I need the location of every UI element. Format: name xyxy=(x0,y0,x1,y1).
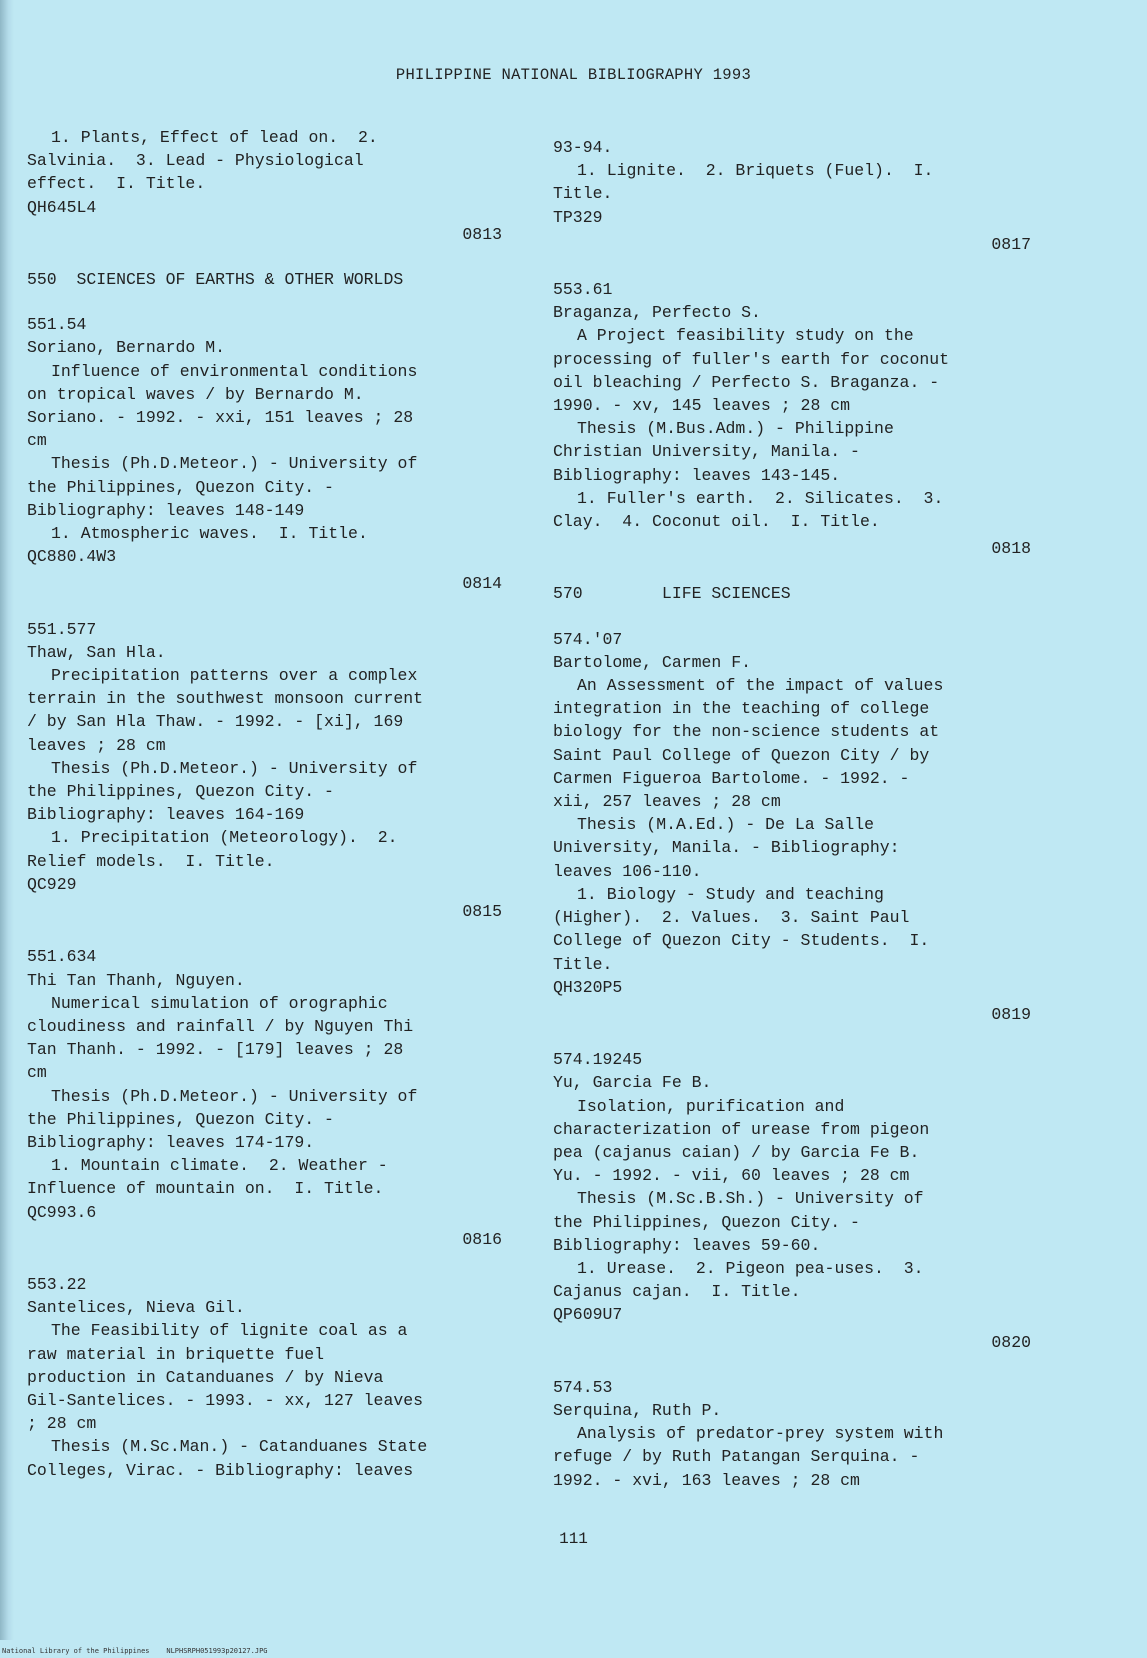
entry-line: A Project feasibility study on the xyxy=(577,326,914,346)
entry-line: 1. Atmospheric waves. I. Title. xyxy=(51,524,368,544)
entry-spacer xyxy=(27,291,502,313)
entry-line: Braganza, Perfecto S. xyxy=(553,303,761,323)
entry-spacer xyxy=(27,246,502,268)
entry-line: 1992. - xvi, 163 leaves ; 28 cm xyxy=(553,1470,860,1490)
entry-line: Isolation, purification and xyxy=(577,1096,845,1116)
entry-line: 1. Lignite. 2. Briquets (Fuel). I. xyxy=(577,161,934,181)
entry-line: QC993.6 xyxy=(27,1202,97,1222)
entry-line: Tan Thanh. - 1992. - [179] leaves ; 28 xyxy=(27,1040,404,1060)
entry-line: / by San Hla Thaw. - 1992. - [xi], 169 xyxy=(27,712,404,732)
entry-spacer xyxy=(553,1026,1031,1048)
entry-line: terrain in the southwest monsoon current xyxy=(27,689,424,709)
entry-line: Bibliography: leaves 148-149 xyxy=(27,500,305,520)
bibliography-entry xyxy=(27,313,502,595)
entry-line: Bibliography: leaves 59-60. xyxy=(553,1235,821,1255)
entry-line: Analysis of predator-prey system with xyxy=(577,1424,944,1444)
entry-spacer xyxy=(553,606,1031,628)
bibliography-entry xyxy=(553,628,1031,1026)
entry-line: Gil-Santelices. - 1993. - xx, 127 leaves xyxy=(27,1390,424,1410)
entry-line: the Philippines, Quezon City. - xyxy=(27,477,334,497)
section-heading-block xyxy=(553,582,1031,605)
entry-line: cm xyxy=(27,1063,47,1083)
entry-line: Soriano. - 1992. - xxi, 151 leaves ; 28 xyxy=(27,408,414,428)
entry-line: Thaw, San Hla. xyxy=(27,642,166,662)
entry-line: cloudiness and rainfall / by Nguyen Thi xyxy=(27,1016,414,1036)
bibliography-entry xyxy=(553,1048,1031,1354)
entry-line: leaves 106-110. xyxy=(553,861,702,881)
entry-spacer xyxy=(27,1482,502,1504)
entry-number: 0813 xyxy=(462,224,502,244)
left-column xyxy=(27,126,502,1504)
page-scan-edge xyxy=(0,0,14,1640)
entry-spacer xyxy=(27,1251,502,1273)
entry-line: characterization of urease from pigeon xyxy=(553,1119,930,1139)
entry-line: Thesis (M.Sc.B.Sh.) - University of xyxy=(577,1189,924,1209)
entry-line: pea (cajanus caian) / by Garcia Fe B. xyxy=(553,1142,920,1162)
entry-number: 0818 xyxy=(991,539,1031,559)
entry-line: Title. xyxy=(553,184,613,204)
entry-line: effect. I. Title. xyxy=(27,174,206,194)
entry-line: Bartolome, Carmen F. xyxy=(553,652,752,672)
entry-line: Carmen Figueroa Bartolome. - 1992. - xyxy=(553,768,910,788)
entry-line: Thesis (Ph.D.Meteor.) - University of xyxy=(51,454,418,474)
entry-line: 551.577 xyxy=(27,619,97,639)
entry-line: Influence of mountain on. I. Title. xyxy=(27,1179,384,1199)
entry-number: 0817 xyxy=(991,234,1031,254)
entry-line: Clay. 4. Coconut oil. I. Title. xyxy=(553,512,880,532)
entry-line: the Philippines, Quezon City. - xyxy=(27,1109,334,1129)
page-header: PHILIPPINE NATIONAL BIBLIOGRAPHY 1993 xyxy=(395,66,752,84)
entry-number: 0815 xyxy=(462,902,502,922)
entry-number: 0816 xyxy=(462,1229,502,1249)
entry-line: production in Catanduanes / by Nieva xyxy=(27,1367,384,1387)
entry-line: 1. Urease. 2. Pigeon pea-uses. 3. xyxy=(577,1258,924,1278)
entry-spacer xyxy=(553,1354,1031,1376)
entry-line: processing of fuller's earth for coconut xyxy=(553,349,950,369)
entry-line: TP329 xyxy=(553,207,603,227)
entry-line: Precipitation patterns over a complex xyxy=(51,666,418,686)
entry-line: Serquina, Ruth P. xyxy=(553,1400,722,1420)
entry-line: 574.53 xyxy=(553,1377,613,1397)
entry-line: 553.61 xyxy=(553,280,613,300)
entry-line: Saint Paul College of Quezon City / by xyxy=(553,745,930,765)
entry-line: QC880.4W3 xyxy=(27,547,117,567)
entry-line: Bibliography: leaves 164-169 xyxy=(27,805,305,825)
entry-line: leaves ; 28 cm xyxy=(27,735,166,755)
entry-line: 551.634 xyxy=(27,947,97,967)
entry-line: QH320P5 xyxy=(553,977,623,997)
entry-line: Bibliography: leaves 143-145. xyxy=(553,465,841,485)
section-heading-block xyxy=(27,268,502,291)
entry-line: QC929 xyxy=(27,874,77,894)
entry-line: 93-94. xyxy=(553,138,613,157)
entry-line: integration in the teaching of college xyxy=(553,699,930,719)
section-heading: 550 SCIENCES OF EARTHS & OTHER WORLDS xyxy=(27,270,404,290)
entry-number: 0820 xyxy=(991,1332,1031,1352)
entry-line: Salvinia. 3. Lead - Physiological xyxy=(27,151,364,171)
entry-line: Thi Tan Thanh, Nguyen. xyxy=(27,970,245,990)
entry-line: Thesis (M.A.Ed.) - De La Salle xyxy=(577,815,875,835)
entry-spacer xyxy=(553,1492,1031,1514)
entry-line: 553.22 xyxy=(27,1274,87,1294)
page-number: 111 xyxy=(559,1530,588,1548)
entry-line: College of Quezon City - Students. I. xyxy=(553,931,930,951)
entry-line: University, Manila. - Bibliography: xyxy=(553,838,900,858)
entry-line: refuge / by Ruth Patangan Serquina. - xyxy=(553,1447,920,1467)
entry-spacer xyxy=(553,560,1031,582)
entry-line: 574.'07 xyxy=(553,629,623,649)
scan-footer: National Library of the Philippines NLPHSRPH051993p20127.JPG xyxy=(2,1647,268,1655)
entry-line: xii, 257 leaves ; 28 cm xyxy=(553,792,781,812)
bibliography-entry xyxy=(27,126,502,246)
section-heading: 570 LIFE SCIENCES xyxy=(553,584,791,604)
entry-line: the Philippines, Quezon City. - xyxy=(553,1212,860,1232)
entry-line: oil bleaching / Perfecto S. Braganza. - xyxy=(553,372,940,392)
bibliography-entry xyxy=(553,136,1031,256)
entry-line: 1. Mountain climate. 2. Weather - xyxy=(51,1156,388,1176)
right-column xyxy=(553,136,1031,1514)
entry-spacer xyxy=(27,596,502,618)
entry-line: ; 28 cm xyxy=(27,1414,97,1434)
bibliography-entry xyxy=(553,278,1031,560)
entry-line: The Feasibility of lignite coal as a xyxy=(51,1321,408,1341)
entry-line: 1. Fuller's earth. 2. Silicates. 3. xyxy=(577,488,944,508)
entry-line: Bibliography: leaves 174-179. xyxy=(27,1132,315,1152)
entry-line: the Philippines, Quezon City. - xyxy=(27,782,334,802)
entry-line: 1. Biology - Study and teaching xyxy=(577,884,884,904)
entry-line: Numerical simulation of orographic xyxy=(51,993,388,1013)
entry-line: Cajanus cajan. I. Title. xyxy=(553,1282,801,1302)
entry-line: QH645L4 xyxy=(27,197,97,217)
bibliography-entry xyxy=(27,1273,502,1482)
entry-line: Yu, Garcia Fe B. xyxy=(553,1073,712,1093)
entry-line: biology for the non-science students at xyxy=(553,722,940,742)
entry-line: 574.19245 xyxy=(553,1050,643,1070)
entry-line: on tropical waves / by Bernardo M. xyxy=(27,384,364,404)
entry-line: Thesis (M.Sc.Man.) - Catanduanes State xyxy=(51,1437,428,1457)
entry-line: (Higher). 2. Values. 3. Saint Paul xyxy=(553,908,910,928)
entry-line: 1. Precipitation (Meteorology). 2. xyxy=(51,828,398,848)
entry-line: 1990. - xv, 145 leaves ; 28 cm xyxy=(553,396,851,416)
bibliography-entry xyxy=(27,618,502,924)
entry-line: Influence of environmental conditions xyxy=(51,361,418,381)
entry-line: An Assessment of the impact of values xyxy=(577,676,944,696)
entry-line: raw material in briquette fuel xyxy=(27,1344,325,1364)
entry-line: cm xyxy=(27,431,47,451)
bibliography-entry xyxy=(27,945,502,1251)
entry-line: Thesis (M.Bus.Adm.) - Philippine xyxy=(577,419,894,439)
entry-line: Thesis (Ph.D.Meteor.) - University of xyxy=(51,758,418,778)
entry-spacer xyxy=(553,256,1031,278)
entry-line: 1. Plants, Effect of lead on. 2. xyxy=(51,128,378,147)
entry-line: Thesis (Ph.D.Meteor.) - University of xyxy=(51,1086,418,1106)
bibliography-entry xyxy=(553,1376,1031,1492)
entry-line: Santelices, Nieva Gil. xyxy=(27,1298,245,1318)
entry-line: Christian University, Manila. - xyxy=(553,442,860,462)
entry-line: Yu. - 1992. - vii, 60 leaves ; 28 cm xyxy=(553,1166,910,1186)
entry-line: Title. xyxy=(553,954,613,974)
entry-line: 551.54 xyxy=(27,315,87,335)
entry-number: 0814 xyxy=(462,574,502,594)
entry-line: Colleges, Virac. - Bibliography: leaves xyxy=(27,1460,414,1480)
entry-line: Soriano, Bernardo M. xyxy=(27,338,226,358)
entry-spacer xyxy=(27,923,502,945)
entry-number: 0819 xyxy=(991,1004,1031,1024)
entry-line: QP609U7 xyxy=(553,1305,623,1325)
entry-line: Relief models. I. Title. xyxy=(27,851,275,871)
